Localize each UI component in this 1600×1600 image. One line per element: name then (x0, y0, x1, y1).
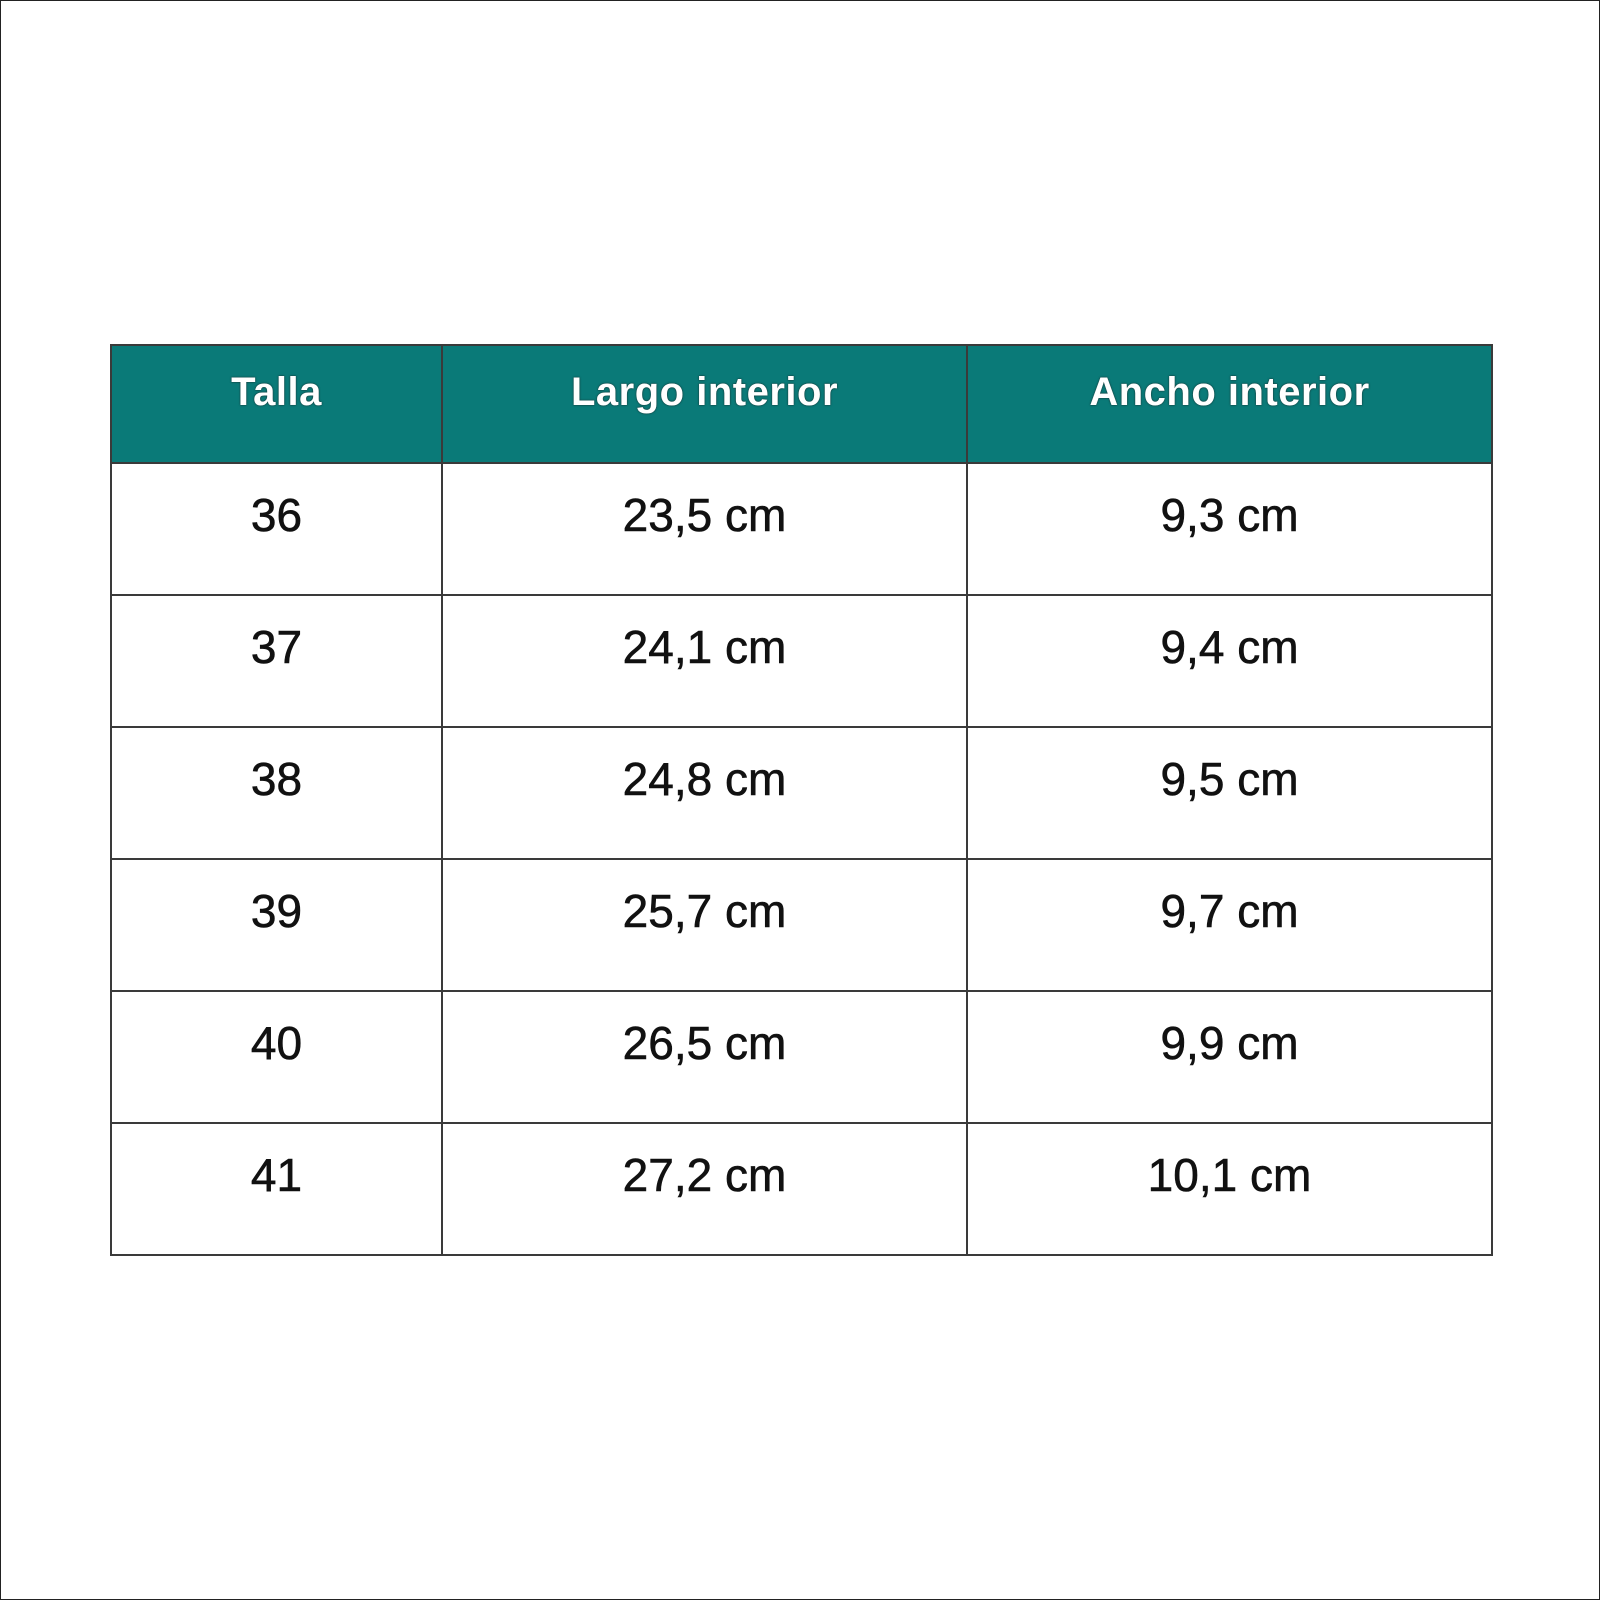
cell-largo: 25,7 cm (442, 859, 967, 991)
cell-talla: 41 (111, 1123, 442, 1255)
cell-ancho: 9,7 cm (967, 859, 1492, 991)
cell-largo: 27,2 cm (442, 1123, 967, 1255)
table-row (111, 463, 1492, 595)
table-row (111, 1123, 1492, 1255)
cell-largo: 26,5 cm (442, 991, 967, 1123)
cell-ancho: 10,1 cm (967, 1123, 1492, 1255)
cell-largo: 24,8 cm (442, 727, 967, 859)
cell-talla: 40 (111, 991, 442, 1123)
cell-talla: 36 (111, 463, 442, 595)
table-row (111, 727, 1492, 859)
cell-talla: 38 (111, 727, 442, 859)
header-row (111, 345, 1492, 463)
cell-largo: 23,5 cm (442, 463, 967, 595)
cell-talla: 37 (111, 595, 442, 727)
cell-ancho: 9,5 cm (967, 727, 1492, 859)
table-row (111, 859, 1492, 991)
header-ancho-interior: Ancho interior (967, 345, 1492, 463)
cell-ancho: 9,9 cm (967, 991, 1492, 1123)
cell-ancho: 9,3 cm (967, 463, 1492, 595)
size-chart-table (110, 344, 1493, 1256)
cell-talla: 39 (111, 859, 442, 991)
table-row (111, 991, 1492, 1123)
header-talla: Talla (111, 345, 442, 463)
header-largo-interior: Largo interior (442, 345, 967, 463)
table-row (111, 595, 1492, 727)
table-header (111, 345, 1492, 463)
table-body (111, 463, 1492, 1255)
cell-ancho: 9,4 cm (967, 595, 1492, 727)
cell-largo: 24,1 cm (442, 595, 967, 727)
